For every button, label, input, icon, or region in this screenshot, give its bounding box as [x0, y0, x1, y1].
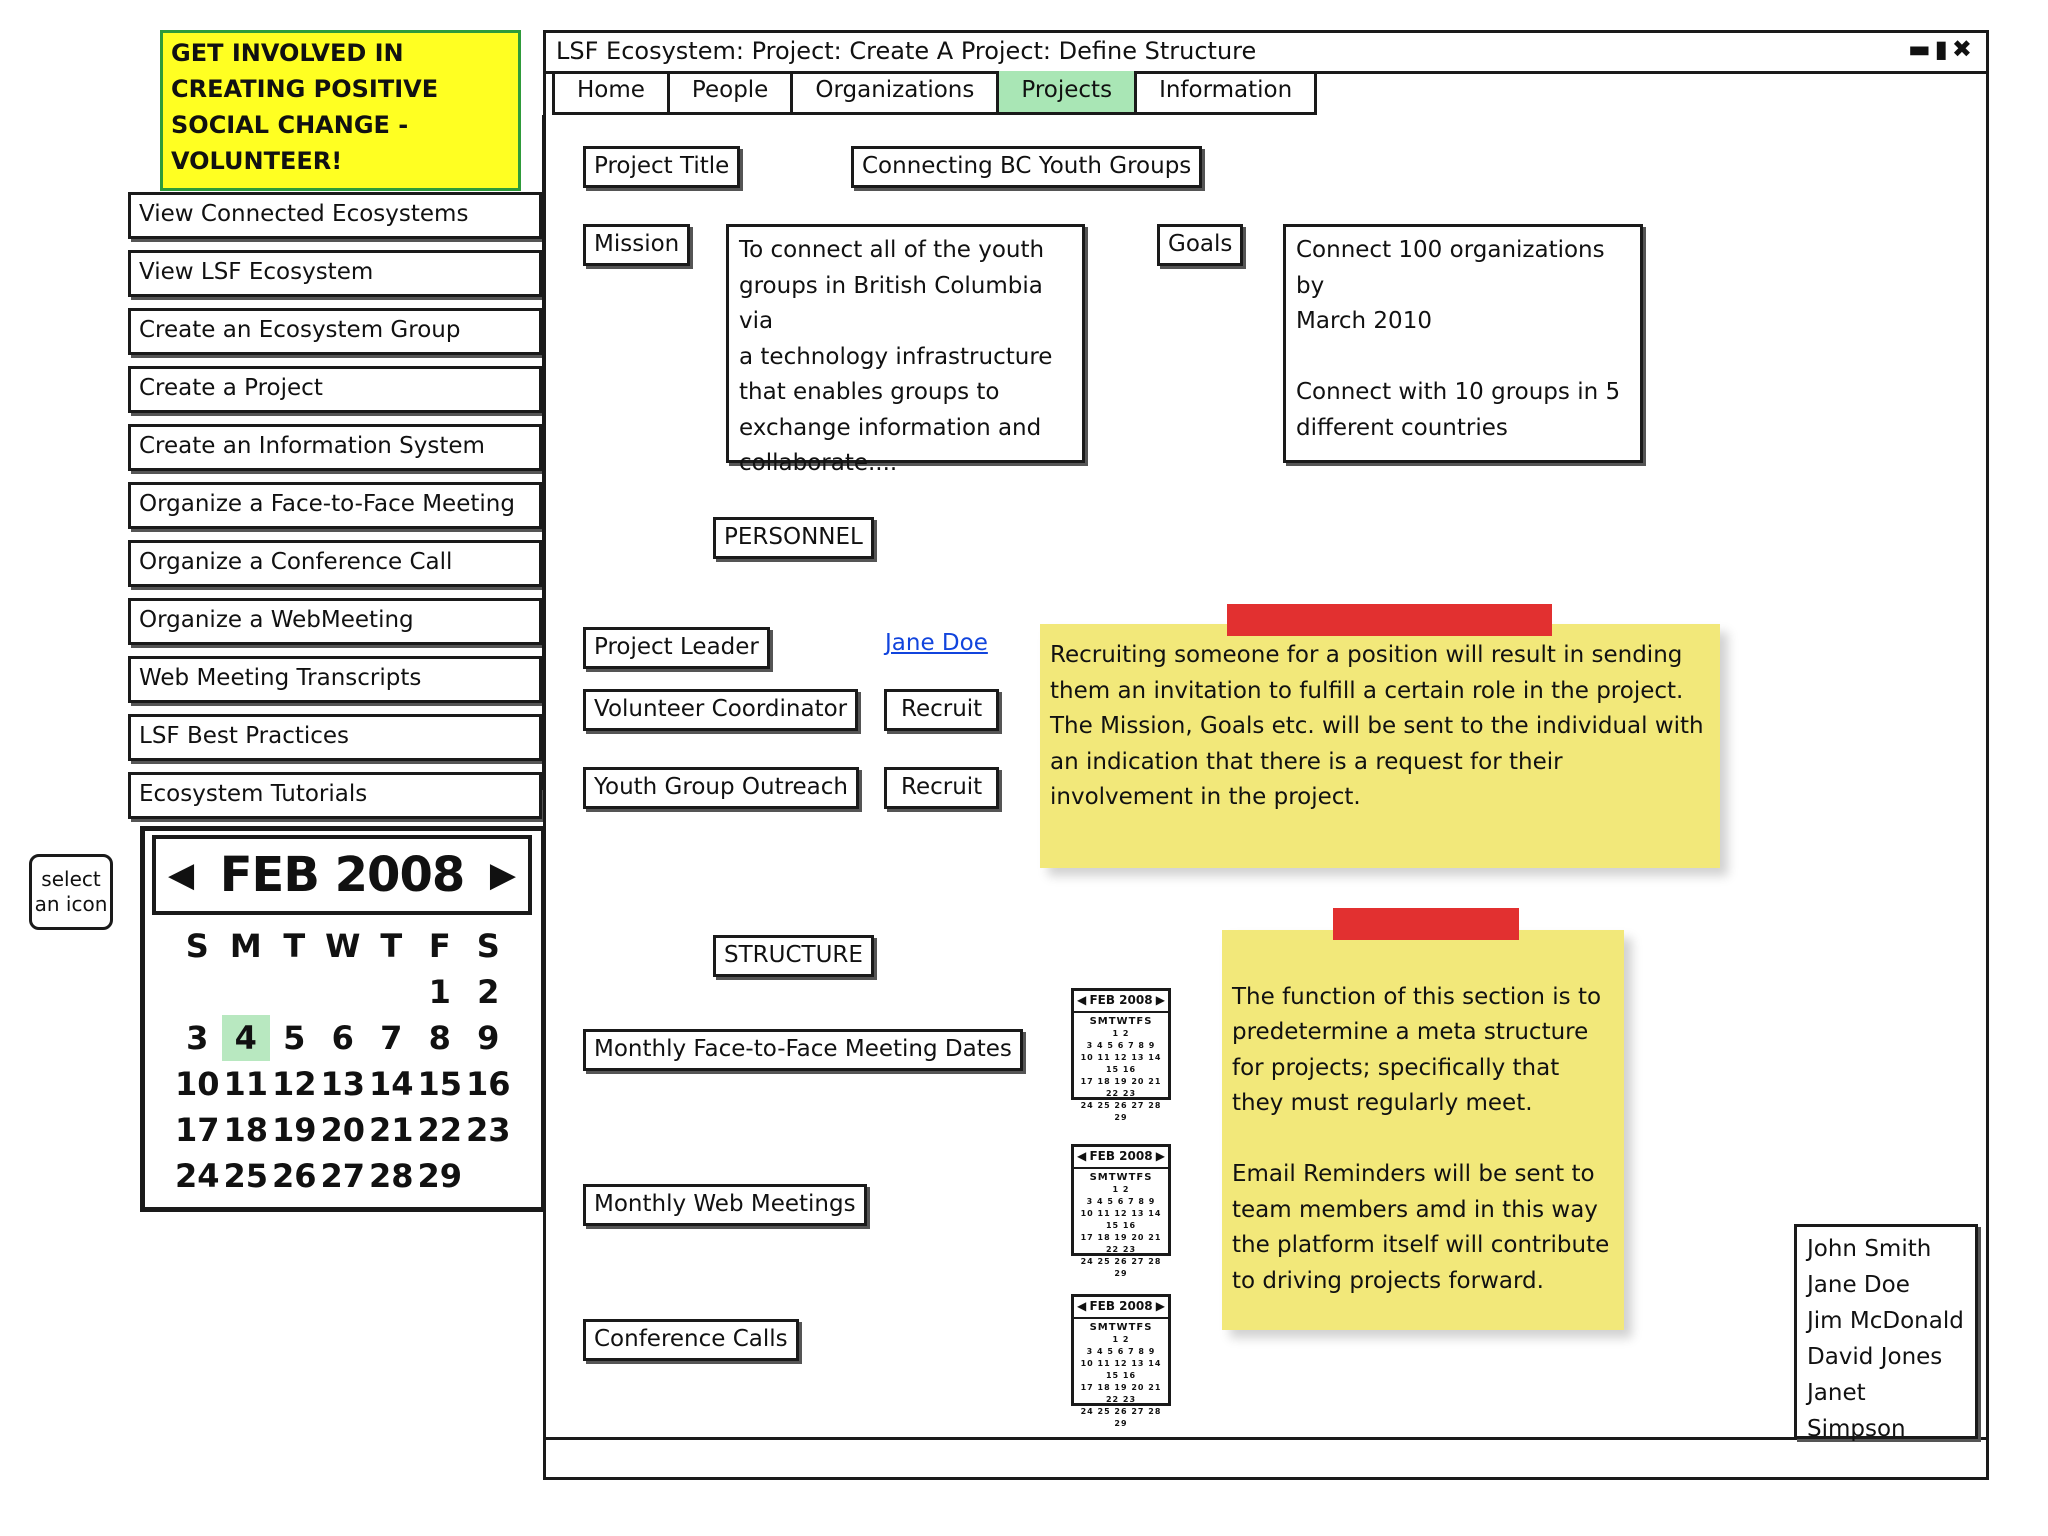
- youth-group-outreach-label: Youth Group Outreach: [583, 767, 859, 809]
- calendar-empty-cell: [367, 969, 416, 1015]
- calendar-day[interactable]: 18: [223, 1111, 269, 1149]
- calendar-empty-cell: [270, 969, 319, 1015]
- project-title-label: Project Title: [583, 146, 740, 188]
- people-list[interactable]: [1794, 1224, 1978, 1442]
- mini-calendar-header: [1074, 1297, 1168, 1319]
- calendar-week-row: [173, 1153, 513, 1199]
- mission-label: Mission: [583, 224, 690, 266]
- calendar-day[interactable]: 2: [477, 973, 500, 1011]
- sidebar-item-lsf-best-practices[interactable]: LSF Best Practices: [128, 714, 542, 761]
- sidebar-item-organize-face-to-face[interactable]: Organize a Face-to-Face Meeting: [128, 482, 542, 529]
- calendar-weekday-row: [173, 923, 513, 969]
- mini-calendar-week: 3 4 5 6 7 8 9: [1086, 1041, 1156, 1050]
- mini-calendar-week: 24 25 26 27 28 29: [1080, 1407, 1162, 1428]
- goals-label: Goals: [1157, 224, 1243, 266]
- calendar-day[interactable]: 26: [271, 1157, 317, 1195]
- calendar-day[interactable]: 7: [380, 1019, 403, 1057]
- recruiting-note-text: Recruiting someone for a position will result in sending them an invitation to fulfill a certain role in the project. The Mission, Goals etc. will be sent to the individual with an indication that there is a request for their involvement in the project.: [1050, 642, 1704, 810]
- project-leader-link[interactable]: Jane Doe: [885, 630, 988, 656]
- structure-sticky-note: [1222, 930, 1624, 1330]
- calendar-day[interactable]: 19: [271, 1111, 317, 1149]
- weekday-label: S: [185, 927, 209, 965]
- calendar-day[interactable]: 20: [320, 1111, 366, 1149]
- calendar-day[interactable]: 24: [174, 1157, 220, 1195]
- list-item[interactable]: John Smith: [1807, 1236, 1932, 1262]
- mini-calendar-week: 1 2: [1112, 1029, 1130, 1038]
- calendar-day[interactable]: 27: [320, 1157, 366, 1195]
- list-item[interactable]: Jim McDonald: [1807, 1308, 1964, 1334]
- sidebar-item-create-project[interactable]: Create a Project: [128, 366, 542, 413]
- triangle-left-icon[interactable]: ◀: [1077, 1299, 1087, 1313]
- calendar-empty-cell: [173, 969, 222, 1015]
- recruit-volunteer-coordinator-button[interactable]: Recruit: [884, 689, 999, 731]
- volunteer-coordinator-label: Volunteer Coordinator: [583, 689, 858, 731]
- sidebar-item-ecosystem-tutorials[interactable]: Ecosystem Tutorials: [128, 772, 542, 819]
- calendar-day[interactable]: 29: [417, 1157, 463, 1195]
- window-controls[interactable]: [1908, 35, 1976, 63]
- maximize-icon[interactable]: ▮: [1934, 35, 1952, 63]
- list-item[interactable]: David Jones: [1807, 1344, 1943, 1370]
- minimize-icon[interactable]: ▬: [1907, 35, 1935, 63]
- window-title: LSF Ecosystem: Project: Create A Project: Define Structure: [556, 37, 1257, 65]
- calendar-day[interactable]: 8: [428, 1019, 451, 1057]
- sidebar-item-view-connected-ecosystems[interactable]: View Connected Ecosystems: [128, 192, 542, 239]
- monthly-web-meetings-label: Monthly Web Meetings: [583, 1184, 867, 1226]
- recruit-youth-outreach-button[interactable]: Recruit: [884, 767, 999, 809]
- mini-calendar-week: 1 2: [1112, 1335, 1130, 1344]
- mini-calendar-body: [1074, 1319, 1168, 1430]
- calendar-day[interactable]: 22: [417, 1111, 463, 1149]
- mini-calendar-header: [1074, 1147, 1168, 1169]
- sidebar-item-web-meeting-transcripts[interactable]: Web Meeting Transcripts: [128, 656, 542, 703]
- calendar-empty-cell: [319, 969, 368, 1015]
- calendar-week-row: [173, 1015, 513, 1061]
- calendar-day[interactable]: 6: [331, 1019, 354, 1057]
- mini-calendar-week: 10 11 12 13 14 15 16: [1080, 1053, 1162, 1074]
- calendar-day[interactable]: 21: [368, 1111, 414, 1149]
- mini-calendar-month: FEB 2008: [1089, 993, 1153, 1007]
- mini-calendar-week: 24 25 26 27 28 29: [1080, 1101, 1162, 1122]
- mini-calendar-week: 3 4 5 6 7 8 9: [1086, 1347, 1156, 1356]
- calendar-week-row: [173, 969, 513, 1015]
- mini-calendar-week: 24 25 26 27 28 29: [1080, 1257, 1162, 1278]
- mini-calendar-week: 17 18 19 20 21 22 23: [1080, 1077, 1162, 1098]
- recruiting-sticky-note: [1040, 624, 1720, 868]
- calendar-day[interactable]: 5: [283, 1019, 306, 1057]
- mini-calendar-week: 1 2: [1112, 1185, 1130, 1194]
- sidebar-item-view-lsf-ecosystem[interactable]: View LSF Ecosystem: [128, 250, 542, 297]
- mini-calendar-week: 10 11 12 13 14 15 16: [1080, 1209, 1162, 1230]
- close-icon[interactable]: ✖: [1951, 35, 1976, 63]
- calendar-day[interactable]: 28: [368, 1157, 414, 1195]
- calendar-day[interactable]: 3: [186, 1019, 209, 1057]
- triangle-right-icon[interactable]: ▶: [1155, 1299, 1165, 1313]
- calendar-day[interactable]: 14: [368, 1065, 414, 1103]
- sidebar-item-create-ecosystem-group[interactable]: Create an Ecosystem Group: [128, 308, 542, 355]
- triangle-left-icon[interactable]: ◀: [1077, 993, 1087, 1007]
- project-title-field[interactable]: Connecting BC Youth Groups: [851, 146, 1202, 188]
- mini-calendar-icon[interactable]: [1071, 1144, 1171, 1278]
- mini-calendar-weekdays: SMTWTFS: [1089, 1322, 1153, 1333]
- calendar-day[interactable]: 17: [174, 1111, 220, 1149]
- sidebar-item-create-information-system[interactable]: Create an Information System: [128, 424, 542, 471]
- list-item[interactable]: Jane Doe: [1807, 1272, 1910, 1298]
- calendar-day[interactable]: 15: [417, 1065, 463, 1103]
- structure-heading: STRUCTURE: [713, 935, 874, 977]
- mission-textarea[interactable]: To connect all of the youth groups in British Columbia via a technology infrastructure that enables groups to exchange information and collaborate....: [726, 224, 1085, 463]
- triangle-right-icon[interactable]: ▶: [489, 855, 516, 895]
- mini-calendar-header: [1074, 991, 1168, 1013]
- structure-note-text: The function of this section is to predetermine a meta structure for projects; specifically that they must regularly meet. Email Reminders will be sent to team members amd in this way the platform itself will contribute to driving projects forward.: [1232, 983, 1610, 1294]
- calendar-month: FEB 2008: [219, 847, 465, 903]
- triangle-left-icon[interactable]: ◀: [168, 855, 195, 895]
- sticky-tape: [1227, 604, 1552, 636]
- weekday-label: F: [428, 927, 451, 965]
- tab-people[interactable]: People: [670, 71, 793, 112]
- mini-calendar-icon[interactable]: [1071, 1294, 1171, 1428]
- sticky-tape: [1333, 908, 1519, 940]
- weekday-label: W: [325, 927, 361, 965]
- tab-organizations[interactable]: Organizations: [793, 71, 999, 112]
- calendar-day[interactable]: 4: [222, 1015, 271, 1061]
- mini-calendar-week: 3 4 5 6 7 8 9: [1086, 1197, 1156, 1206]
- mini-calendar-weekdays: SMTWTFS: [1089, 1016, 1153, 1027]
- mini-calendar-month: FEB 2008: [1089, 1299, 1153, 1313]
- tab-home[interactable]: Home: [555, 71, 670, 112]
- calendar-day[interactable]: 13: [320, 1065, 366, 1103]
- calendar-day[interactable]: 25: [223, 1157, 269, 1195]
- personnel-heading: PERSONNEL: [713, 517, 874, 559]
- mini-calendar-weekdays: SMTWTFS: [1089, 1172, 1153, 1183]
- status-bar: [546, 1437, 1986, 1477]
- calendar-weeks: [173, 969, 513, 1199]
- sidebar-item-organize-conference-call[interactable]: Organize a Conference Call: [128, 540, 542, 587]
- weekday-label: S: [476, 927, 500, 965]
- weekday-label: T: [283, 927, 306, 965]
- volunteer-banner[interactable]: GET INVOLVED IN CREATING POSITIVE SOCIAL CHANGE - VOLUNTEER!: [160, 30, 521, 191]
- select-icon-button[interactable]: select an icon: [29, 854, 113, 930]
- calendar-day[interactable]: 10: [174, 1065, 220, 1103]
- calendar-day[interactable]: 1: [428, 973, 451, 1011]
- mini-calendar-week: 17 18 19 20 21 22 23: [1080, 1233, 1162, 1254]
- calendar-day[interactable]: 11: [223, 1065, 269, 1103]
- calendar-week-row: [173, 1107, 513, 1153]
- tab-information[interactable]: Information: [1159, 77, 1293, 103]
- tab-bar: [552, 71, 1317, 115]
- calendar-day[interactable]: 23: [465, 1111, 511, 1149]
- calendar-day[interactable]: 12: [271, 1065, 317, 1103]
- mini-calendar-week: 10 11 12 13 14 15 16: [1080, 1359, 1162, 1380]
- calendar-empty-cell: [222, 969, 271, 1015]
- conference-calls-label: Conference Calls: [583, 1319, 799, 1361]
- list-item[interactable]: Janet Simpson: [1807, 1380, 1906, 1442]
- calendar-week-row: [173, 1061, 513, 1107]
- triangle-right-icon[interactable]: ▶: [1155, 993, 1165, 1007]
- mini-calendar-body: [1074, 1013, 1168, 1124]
- mini-calendar-icon[interactable]: [1071, 988, 1171, 1122]
- calendar-day[interactable]: 9: [477, 1019, 500, 1057]
- triangle-left-icon[interactable]: ◀: [1077, 1149, 1087, 1163]
- calendar-grid: [173, 923, 513, 1199]
- calendar-header: [152, 835, 532, 915]
- mini-calendar-month: FEB 2008: [1089, 1149, 1153, 1163]
- weekday-label: M: [229, 927, 262, 965]
- calendar-day[interactable]: 16: [465, 1065, 511, 1103]
- project-leader-label: Project Leader: [583, 627, 770, 669]
- calendar-empty-cell: [464, 1153, 513, 1199]
- weekday-label: T: [380, 927, 403, 965]
- mini-calendar-body: [1074, 1169, 1168, 1280]
- goals-textarea[interactable]: Connect 100 organizations by March 2010 Connect with 10 groups in 5 different countries: [1283, 224, 1643, 463]
- sidebar-item-organize-webmeeting[interactable]: Organize a WebMeeting: [128, 598, 542, 645]
- face-to-face-meeting-dates-label: Monthly Face-to-Face Meeting Dates: [583, 1029, 1023, 1071]
- tab-projects[interactable]: Projects: [999, 71, 1137, 112]
- mini-calendar-week: 17 18 19 20 21 22 23: [1080, 1383, 1162, 1404]
- triangle-right-icon[interactable]: ▶: [1155, 1149, 1165, 1163]
- calendar-widget: [140, 826, 546, 1212]
